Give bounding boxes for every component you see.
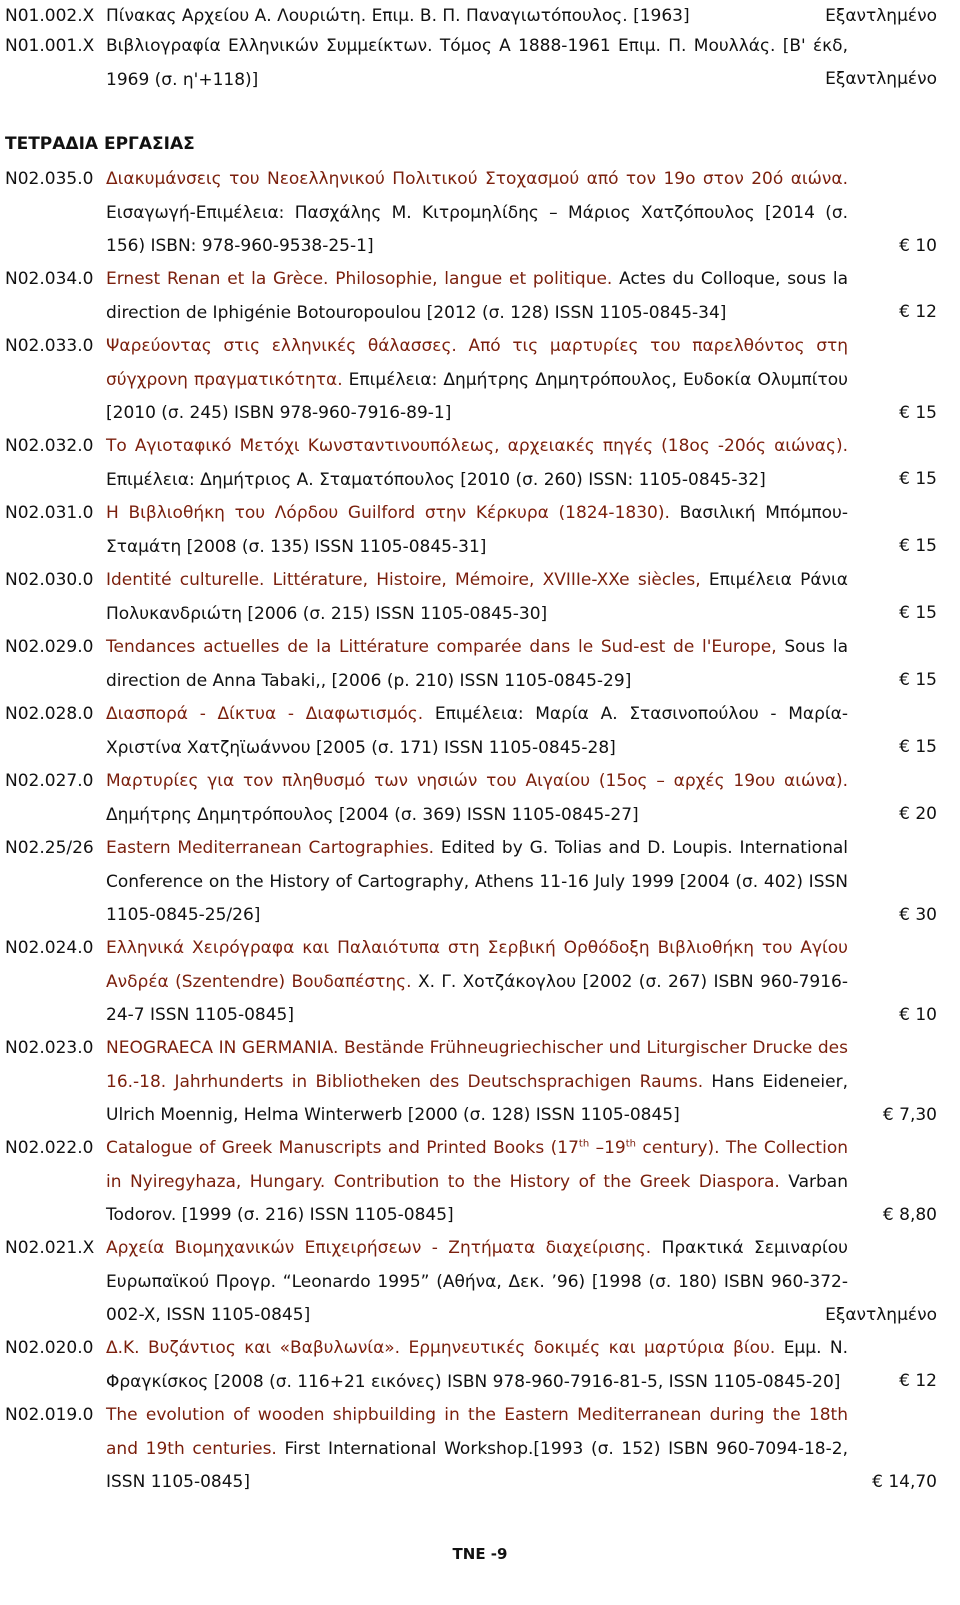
entry-title: Η Βιβλιοθήκη του Λόρδου Guilford στην Κέρκυρα (1824-1830).	[106, 503, 670, 523]
entry-details: First International Workshop.[1993 (σ. 152) ISBN 960-7094-18-2, ISSN 1105-0845]	[106, 1438, 848, 1492]
entry-title: Tendances actuelles de la Littérature comparée dans le Sud-est de l'Europe,	[106, 637, 777, 657]
entry-code: N02.029.0	[5, 637, 94, 657]
entry-title: Δ.Κ. Βυζάντιος και «Βαβυλωνία». Ερμηνευτικές δοκιμές και μαρτύρια βίου.	[106, 1338, 776, 1358]
entry-title: Μαρτυρίες για τον πληθυσμό των νησιών του Αιγαίου (15ος – αρχές 19ου αιώνα).	[106, 771, 848, 791]
superscript: th	[625, 1138, 636, 1150]
entry-text	[106, 932, 848, 1033]
entry-title: Eastern Mediterranean Cartographies.	[106, 838, 435, 858]
entry-code: N02.028.0	[5, 704, 94, 724]
entry-price: Εξαντλημένο	[825, 69, 937, 89]
entry-details: Επιμέλεια: Δημήτριος Α. Σταματόπουλος [2010 (σ. 260) ISSN: 1105-0845-32]	[106, 469, 766, 490]
entry-text: Πίνακας Αρχείου Α. Λουριώτη. Επιμ. Β. Π. Παναγιωτόπουλος. [1963]	[106, 6, 690, 26]
entry-price: € 10	[899, 236, 937, 256]
entry-price: Εξαντλημένο	[825, 1305, 937, 1325]
entry-code: N02.019.0	[5, 1405, 94, 1425]
entry-title: NEOGRAECA IN GERMANIA. Bestände Frühneugriechischer und Liturgischer Drucke des 16.-18. Jahrhunderts in Bibliotheken des Deutschsprachigen Raums.	[106, 1038, 848, 1092]
entry-price: € 7,30	[882, 1105, 937, 1125]
entry-price: € 15	[899, 670, 937, 690]
entry-price: € 30	[899, 905, 937, 925]
entry-title: Διασπορά - Δίκτυα - Διαφωτισμός.	[106, 704, 424, 724]
superscript: th	[578, 1138, 590, 1150]
entry-details: Πρακτικά Σεμιναρίου Ευρωπαϊκού Προγρ. “Leonardo 1995” (Αθήνα, Δεκ. ’96) [1998 (σ. 180) ISBN 960-372-002-X, ISSN 1105-0845]	[106, 1238, 848, 1325]
entry-price: € 8,80	[882, 1205, 937, 1225]
entry-title-part: century). The Collection in Nyiregyhaza, Hungary. Contribution to the History of the Greek Diaspora.	[106, 1138, 848, 1192]
entry-text	[106, 1232, 848, 1333]
entry-code: N02.032.0	[5, 436, 94, 456]
entry-title	[106, 1138, 848, 1192]
entry-text	[106, 430, 848, 497]
entry-title-part: Catalogue of Greek Manuscripts and Printed Books (17	[106, 1138, 579, 1158]
entry-text	[106, 564, 848, 631]
section-heading: ΤΕΤΡΑΔΙΑ ΕΡΓΑΣΙΑΣ	[5, 134, 195, 154]
entry-text: Βιβλιογραφία Ελληνικών Συμμείκτων. Τόμος Α 1888-1961 Επιμ. Π. Μουλλάς. [Β' έκδ, 1969 (σ. η'+118)]	[106, 36, 848, 90]
entry-code: N01.001.X	[5, 36, 95, 56]
entry-code: N02.034.0	[5, 269, 94, 289]
entry-text	[106, 163, 848, 264]
entry-code: N02.024.0	[5, 938, 94, 958]
entry-title: Το Αγιοταφικό Μετόχι Κωνσταντινουπόλεως, αρχειακές πηγές (18ος -20ός αιώνας).	[106, 436, 848, 456]
entry-text	[106, 1132, 848, 1233]
entry-code: N02.020.0	[5, 1338, 94, 1358]
entry-title: Identité culturelle. Littérature, Histoire, Mémoire, XVIIIe-XXe siècles,	[106, 570, 701, 590]
entry-price: € 15	[899, 403, 937, 423]
entry-title: Αρχεία Βιομηχανικών Επιχειρήσεων - Ζητήματα διαχείρισης.	[106, 1238, 652, 1258]
entry-price: Εξαντλημένο	[825, 6, 937, 26]
entry-text	[106, 698, 848, 765]
entry-details: Επιμέλεια: Δημήτρης Δημητρόπουλος, Ευδοκία Ολυμπίτου [2010 (σ. 245) ISBN 978-960-7916-89-1]	[106, 369, 848, 423]
entry-title: Ψαρεύοντας στις ελληνικές θάλασσες. Από τις μαρτυρίες του παρελθόντος στη σύγχρονη πραγματικότητα.	[106, 336, 848, 390]
entry-code: N02.022.0	[5, 1138, 94, 1158]
entry-price: € 15	[899, 536, 937, 556]
entry-price: € 12	[899, 1371, 937, 1391]
entry-details: Εισαγωγή-Επιμέλεια: Πασχάλης Μ. Κιτρομηλίδης – Μάριος Χατζόπουλος [2014 (σ. 156) ISBN: 978-960-9538-25-1]	[106, 202, 848, 256]
entry-price: € 12	[899, 302, 937, 322]
page-footer: TNE -9	[452, 1545, 508, 1563]
entry-details: Επιμέλεια Ράνια Πολυκανδριώτη [2006 (σ. 215) ISSN 1105-0845-30]	[106, 570, 848, 624]
entry-price: € 14,70	[872, 1472, 937, 1492]
entry-text	[106, 1332, 848, 1399]
entry-text	[106, 497, 848, 564]
entry-details: Actes du Colloque, sous la direction de Iphigénie Botouropoulou [2012 (σ. 128) ISSN 1105-0845-34]	[106, 269, 848, 323]
entry-text	[106, 330, 848, 431]
entry-title: Διακυμάνσεις του Νεοελληνικού Πολιτικού Στοχασμού από τον 19ο στον 20ό αιώνα.	[106, 169, 848, 189]
entry-text	[106, 1399, 848, 1500]
entry-details: Varban Todorov. [1999 (σ. 216) ISSN 1105-0845]	[106, 1171, 848, 1225]
entry-text	[106, 1032, 848, 1133]
list-item	[5, 0, 937, 34]
entry-title: Ελληνικά Χειρόγραφα και Παλαιότυπα στη Σερβική Ορθόδοξη Βιβλιοθήκη του Αγίου Ανδρέα (Szentendre) Βουδαπέστης.	[106, 938, 848, 992]
entry-code: N02.027.0	[5, 771, 94, 791]
entry-title-part: –19	[589, 1138, 626, 1158]
entry-code: N02.030.0	[5, 570, 94, 590]
entry-details: Επιμέλεια: Μαρία Α. Στασινοπούλου - Μαρία-Χριστίνα Χατζηϊωάννου [2005 (σ. 171) ISSN 1105-0845-28]	[106, 704, 848, 758]
entry-details: Sous la direction de Anna Tabaki,, [2006 (p. 210) ISSN 1105-0845-29]	[106, 637, 848, 691]
list-item	[5, 30, 937, 96]
entry-code: N01.002.X	[5, 6, 95, 26]
entry-details: Χ. Γ. Χοτζάκογλου [2002 (σ. 267) ISBN 960-7916-24-7 ISSN 1105-0845]	[106, 971, 849, 1025]
entry-text	[106, 832, 848, 933]
entry-price: € 10	[899, 1005, 937, 1025]
entry-price: € 20	[899, 804, 937, 824]
entry-code: N02.033.0	[5, 336, 94, 356]
entry-code: N02.031.0	[5, 503, 94, 523]
entry-title: The evolution of wooden shipbuilding in the Eastern Mediterranean during the 18th and 19th centuries.	[106, 1405, 848, 1459]
entry-price: € 15	[899, 737, 937, 757]
entry-code: N02.021.X	[5, 1238, 95, 1258]
entry-text	[106, 631, 848, 698]
entry-details: Δημήτρης Δημητρόπουλος [2004 (σ. 369) ISSN 1105-0845-27]	[106, 804, 639, 825]
entry-price: € 15	[899, 603, 937, 623]
entry-details: Βασιλική Μπόμπου-Σταμάτη [2008 (σ. 135) ISSN 1105-0845-31]	[106, 503, 848, 557]
entry-text	[106, 765, 848, 832]
entry-code: N02.023.0	[5, 1038, 94, 1058]
entry-price: € 15	[899, 469, 937, 489]
entry-code: N02.035.0	[5, 169, 94, 189]
entry-title: Ernest Renan et la Grèce. Philosophie, langue et politique.	[106, 269, 613, 289]
entry-code: N02.25/26	[5, 838, 94, 858]
entry-text	[106, 263, 848, 330]
entry-details: Edited by G. Tolias and D. Loupis. International Conference on the History of Cartography, Athens 11-16 July 1999 [2004 (σ. 402) ISSN 1105-0845-25/26]	[106, 838, 849, 925]
entry-details: Εμμ. Ν. Φραγκίσκος [2008 (σ. 116+21 εικόνες) ISBN 978-960-7916-81-5, ISSN 1105-0845-20]	[106, 1338, 848, 1392]
entry-details: Hans Eideneier, Ulrich Moennig, Helma Winterwerb [2000 (σ. 128) ISSN 1105-0845]	[106, 1071, 848, 1125]
